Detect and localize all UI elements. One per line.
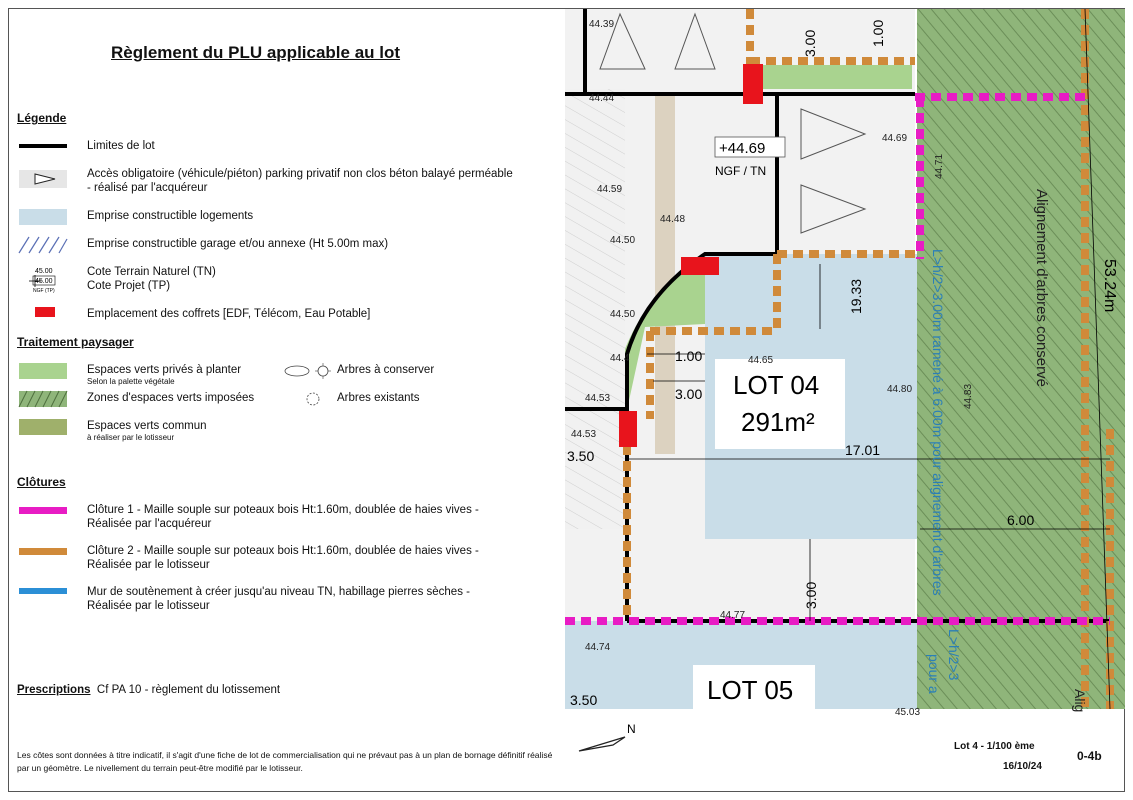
prescriptions [17,684,280,696]
green-imposed-swatch [19,391,67,407]
lot04-area: 291m² [741,407,815,437]
legend-item-access: Accès obligatoire (véhicule/piéton) parking privatif non clos béton balayé perméable - réalisé par l'acquéreur [17,167,557,197]
coffret-1 [743,64,763,104]
dim-300-bottom: 3.00 [803,581,819,609]
elev-4: 44.71 [934,153,945,179]
legend-item-trees-existing: Arbres existants [301,391,481,407]
dim-5324: 53.24m [1101,259,1118,313]
rule-text-lot05b: pour a [926,654,942,694]
footer-date: 16/10/24 [1003,761,1042,772]
clotures-heading: Clôtures [17,475,66,489]
north-arrow-icon [575,719,645,759]
prescriptions-text: Cf PA 10 - règlement du lotissement [96,684,281,696]
elev-10: 44.65 [748,355,774,366]
tree-alignment-label-cut: Alig [1072,689,1088,713]
cote-swatch [19,265,67,295]
legend-item-lot-limit: Limites de lot [17,139,557,155]
legend-item-green-common: Espaces verts commun à réaliser par le lotisseur [17,419,557,447]
elev-8: 44.50 [610,309,636,320]
garage-hatch-swatch [19,237,67,253]
legend-item-coffret: Emplacement des coffrets [EDF, Télécom, Eau Potable] [17,307,557,323]
dim-350-bottom: 3.50 [570,692,598,708]
dim-100: 1.00 [675,348,703,364]
cote-tn-label: Cote Terrain Naturel (TN) [87,266,216,278]
green-common-swatch [19,419,67,435]
legend-item-cote [17,265,557,295]
coffret-swatch [35,307,55,317]
coffret-2 [681,257,719,275]
tree-existing-icon [303,391,323,407]
legend-panel [9,9,565,791]
green-private-swatch [19,363,67,379]
legend-item-wall: Mur de soutènement à créer jusqu'au niveau TN, habillage pierres sèches - Réalisée par le lotisseur [17,585,557,615]
page-title: Règlement du PLU applicable au lot [111,43,401,62]
path-strip [655,94,675,454]
elev-3: 44.69 [882,133,908,144]
rule-text-lot04: L>h/2>3.00m ramené à 6.00m pour alignement d'arbres [930,249,946,596]
elev-12: 44.53 [571,429,597,440]
north-label: N [627,722,636,736]
disclaimer-note: Les côtes sont données à titre indicatif, il s'agit d'une fiche de lot de commercialisation qui ne prévaut pas à un plan de bornage définitif réalisé par un géomètre. Le nivellement du terrain peut-être modifié par le lotisseur. [17,750,553,773]
constructible-swatch [19,209,67,225]
cote-tag-sample: NGF (TP) [33,288,55,294]
elev-17: 45.03 [895,707,921,718]
tree-alignment-label: Alignement d'arbres conservé [1033,189,1050,387]
elev-9: 44.4 [610,353,630,364]
access-swatch [19,170,67,188]
cote-tn-sample: 45.00 [35,268,53,275]
tree-keep-icon [283,363,333,379]
dim-350-left: 3.50 [567,448,595,464]
elev-2: 44.44 [589,93,615,104]
coffret-3 [619,411,637,447]
lot-plan-map [565,9,1125,718]
legend-item-trees-keep: Arbres à conserver [281,363,481,379]
legend-item-fence1: Clôture 1 - Maille souple sur poteaux bois Ht:1.60m, doublée de haies vives - Réalisée par l'acquéreur [17,503,557,533]
plan-sheet [8,8,1125,792]
dim-600: 6.00 [1007,512,1035,528]
legend-heading: Légende [17,111,67,125]
private-green-top [750,65,912,89]
dim-300: 3.00 [675,386,703,402]
footer-ref: 0-4b [1077,749,1102,763]
legend-item-green-imposed: Zones d'espaces verts imposées [17,391,557,409]
dim-1701: 17.01 [845,442,881,458]
lot-limit-swatch [19,139,67,153]
ngf-value: +44.69 [719,140,766,157]
rule-text-lot05: L>h/2>3 [946,629,962,681]
prescriptions-heading: Prescriptions [17,684,91,696]
fence1-swatch [19,503,67,517]
elev-15: 44.77 [720,610,746,621]
cote-tp-sample: 45.00 [35,278,53,285]
legend-item-garage: Emprise constructible garage et/ou annexe (Ht 5.00m max) [17,237,557,255]
ngf-tag: NGF / TN [715,164,767,178]
lot04-name: LOT 04 [733,370,820,400]
wall-swatch [19,585,67,599]
elev-11: 44.53 [585,393,611,404]
plan-svg [565,9,1125,718]
elev-5: 44.59 [597,184,623,195]
cote-tp-label: Cote Projet (TP) [87,280,171,292]
paysager-heading: Traitement paysager [17,335,134,349]
elev-7: 44.50 [610,235,636,246]
elev-1: 44.39 [589,19,615,30]
legend-item-green-private: Espaces verts privés à planter Selon la palette végétale [17,363,557,391]
elev-16: 44.74 [585,642,611,653]
dim-top-100: 1.00 [870,19,886,47]
fence2-swatch [19,544,67,558]
dim-1933: 19.33 [848,278,864,314]
legend-item-fence2: Clôture 2 - Maille souple sur poteaux bois Ht:1.60m, doublée de haies vives - Réalisée par le lotisseur [17,544,557,574]
lot05-name: LOT 05 [707,675,794,705]
legend-item-constructible: Emprise constructible logements [17,209,557,227]
elev-13: 44.80 [887,384,913,395]
elev-6: 44.48 [660,214,686,225]
imposed-green-zone [917,9,1125,709]
dim-top-300: 3.00 [802,29,818,57]
footer-scale: Lot 4 - 1/100 ème [954,741,1035,752]
elev-14: 44.83 [963,383,974,409]
